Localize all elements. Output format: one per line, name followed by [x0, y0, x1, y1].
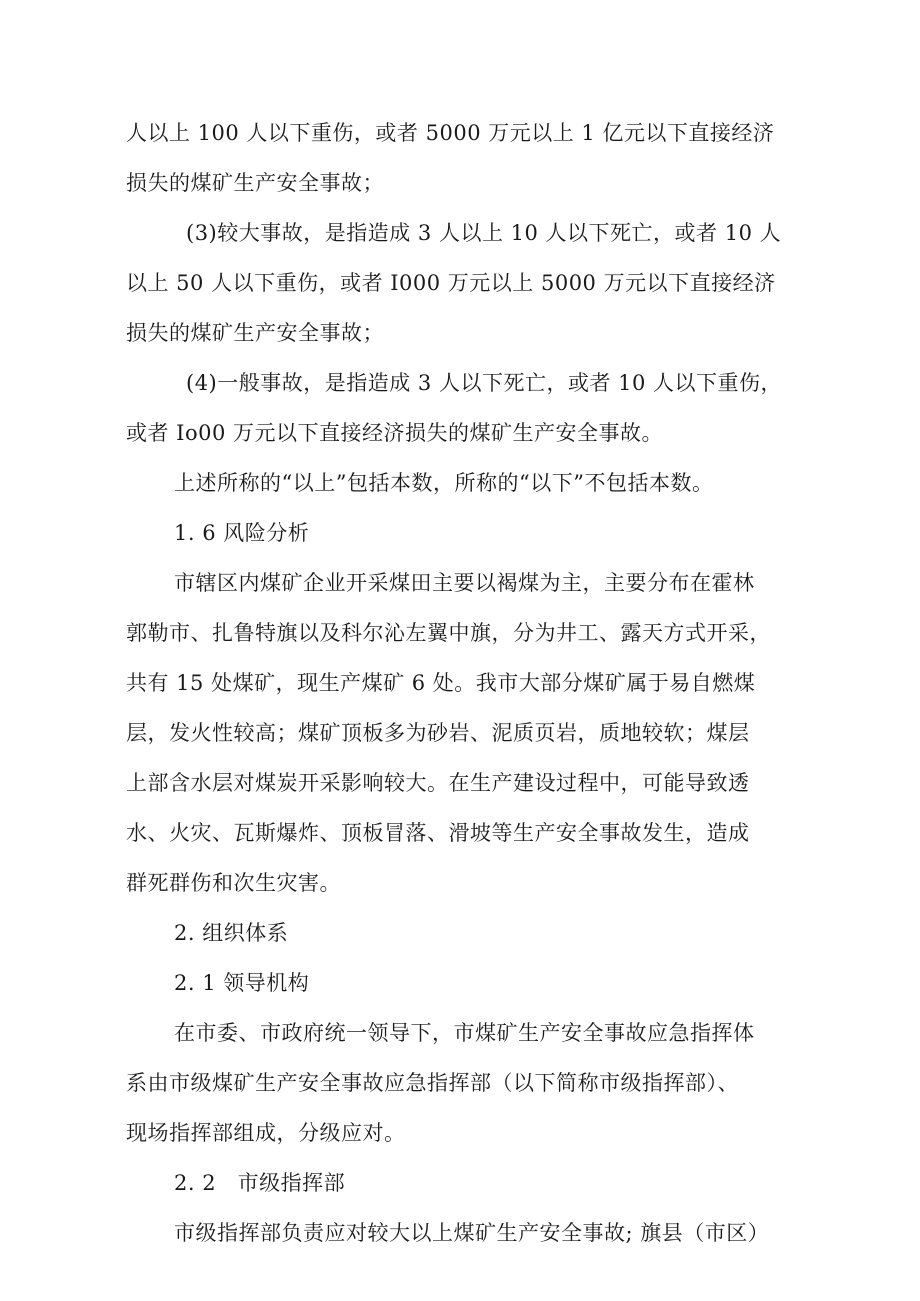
text-line-1: 人以上 100 人以下重伤，或者 5000 万元以上 1 亿元以下直接经济 — [126, 121, 775, 145]
section-heading-1-6: 1. 6 风险分析 — [174, 521, 310, 545]
text-line-3: (3)较大事故，是指造成 3 人以上 10 人以下死亡，或者 10 人 — [186, 221, 782, 245]
text-line-10: 市辖区内煤矿企业开采煤田主要以褐煤为主，主要分布在霍林 — [174, 571, 755, 595]
text-line-8: 上述所称的“以上”包括本数，所称的“以下”不包括本数。 — [174, 471, 714, 495]
text-line-7: 或者 Io00 万元以下直接经济损失的煤矿生产安全事故。 — [126, 421, 664, 445]
text-line-20: 系由市级煤矿生产安全事故应急指挥部（以下简称市级指挥部）、 — [126, 1071, 739, 1095]
section-heading-2-1: 2. 1 领导机构 — [174, 971, 310, 995]
text-line-19: 在市委、市政府统一领导下，市煤矿生产安全事故应急指挥体 — [174, 1021, 755, 1045]
text-line-13: 层，发火性较高；煤矿顶板多为砂岩、泥质页岩，质地较软；煤层 — [126, 721, 750, 745]
text-line-6: (4)一般事故，是指造成 3 人以下死亡，或者 10 人以下重伤， — [186, 371, 783, 395]
text-line-12: 共有 15 处煤矿，现生产煤矿 6 处。我市大部分煤矿属于易自燃煤 — [126, 671, 756, 695]
text-line-14: 上部含水层对煤炭开采影响较大。在生产建设过程中，可能导致透 — [126, 771, 750, 795]
text-line-2: 损失的煤矿生产安全事故； — [126, 171, 384, 195]
section-heading-2-2: 2. 2 市级指挥部 — [174, 1171, 346, 1195]
text-line-23: 市级指挥部负责应对较大以上煤矿生产安全事故; 旗县（市区） — [174, 1221, 770, 1245]
text-line-4: 以上 50 人以下重伤，或者 I000 万元以上 5000 万元以下直接经济 — [126, 271, 776, 295]
text-line-15: 水、火灾、瓦斯爆炸、顶板冒落、滑坡等生产安全事故发生，造成 — [126, 821, 750, 845]
text-line-21: 现场指挥部组成，分级应对。 — [126, 1121, 406, 1145]
section-heading-2: 2. 组织体系 — [174, 921, 289, 945]
text-line-16: 群死群伤和次生灾害。 — [126, 871, 341, 895]
text-line-5: 损失的煤矿生产安全事故； — [126, 321, 384, 345]
text-line-11: 郭勒市、扎鲁特旗以及科尔沁左翼中旗，分为井工、露天方式开采， — [126, 621, 771, 645]
